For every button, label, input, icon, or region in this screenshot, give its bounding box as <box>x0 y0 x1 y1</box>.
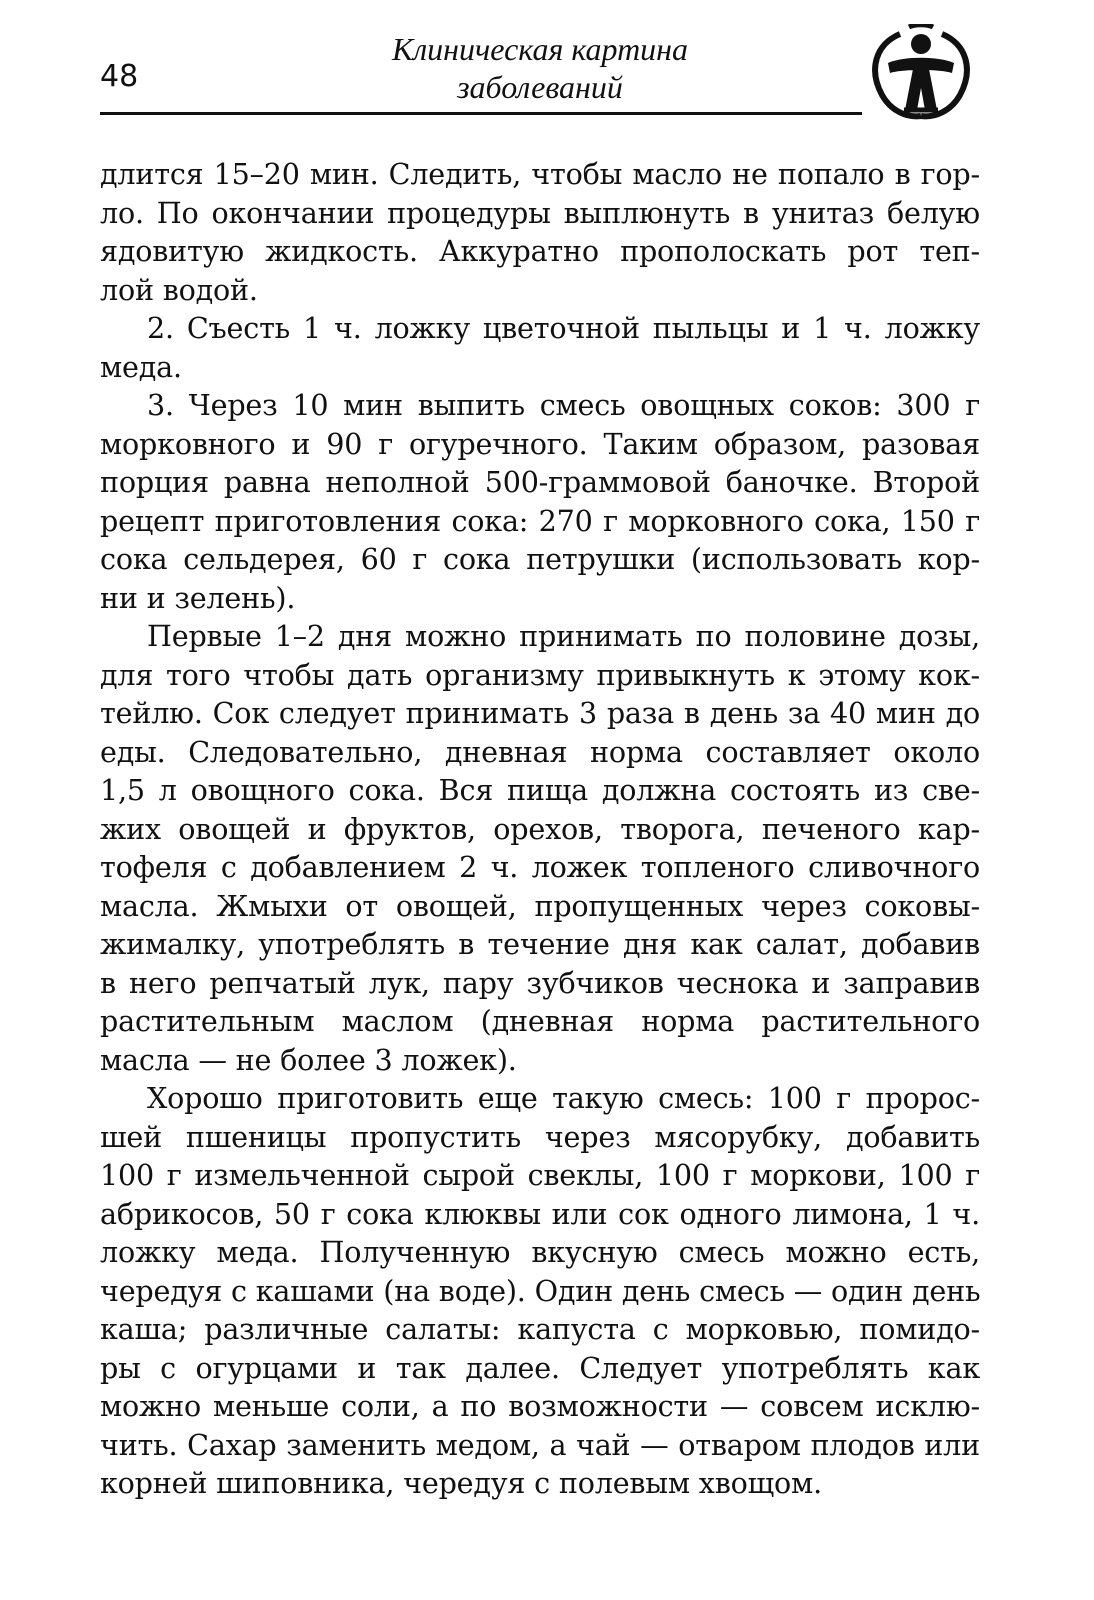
text-line: ры с огурцами и так далее. Следует употреблять как <box>100 1350 980 1385</box>
figure-emblem-icon <box>860 24 982 120</box>
text-line: ло. По окончании процедуры выплюнуть в унитаз белую <box>100 195 980 230</box>
text-line: морковного и 90 г огуречного. Таким образом, разовая <box>100 426 980 461</box>
text-line: абрикосов, 50 г сока клюквы или сок одного лимона, 1 ч. <box>100 1196 980 1231</box>
running-title-line-1: Клиническая картина <box>391 31 689 67</box>
text-line: 2. Съесть 1 ч. ложку цветочной пыльцы и 1 ч. ложку <box>147 311 980 345</box>
header-rule <box>100 112 862 115</box>
text-line: 3. Через 10 мин выпить смесь овощных соков: 300 г <box>147 388 980 422</box>
text-line: тейлю. Сок следует принимать 3 раза в день за 40 мин до <box>100 696 980 730</box>
text-line: корней шиповника, чередуя с полевым хвощом. <box>100 1466 822 1500</box>
paragraph <box>100 617 980 1079</box>
text-line: сока сельдерея, 60 г сока петрушки (использовать кор- <box>100 542 980 576</box>
text-line: лой водой. <box>100 272 258 307</box>
page-number: 48 <box>100 59 139 94</box>
text-line: Первые 1–2 дня можно принимать по половине дозы, <box>147 619 980 653</box>
text-line: 1,5 л овощного сока. Вся пища должна состоять из све- <box>100 773 980 807</box>
text-line: чить. Сахар заменить медом, а чай — отваром плодов или <box>100 1427 980 1462</box>
text-line: можно меньше соли, а по возможности — совсем исклю- <box>100 1389 980 1423</box>
text-line: шей пшеницы пропустить через мясорубку, добавить <box>100 1119 980 1154</box>
body-text <box>100 155 980 1503</box>
text-line: ядовитую жидкость. Аккуратно прополоскать рот теп- <box>100 234 980 268</box>
running-title <box>350 30 730 106</box>
text-line: масла. Жмыхи от овощей, пропущенных через соковы- <box>100 888 980 923</box>
text-line: длится 15–20 мин. Следить, чтобы масло не попало в гор- <box>100 157 980 191</box>
text-line: жималку, употреблять в течение дня как салат, добавив <box>100 927 980 961</box>
text-line: в него репчатый лук, пару зубчиков чеснока и заправив <box>100 965 980 1000</box>
paragraph <box>100 386 980 617</box>
page-header <box>100 24 990 124</box>
text-line: рецепт приготовления сока: 270 г морковного сока, 150 г <box>100 503 980 538</box>
running-title-line-2: заболеваний <box>457 69 623 105</box>
text-line: ни и зелень). <box>100 580 296 615</box>
text-line: порция равна неполной 500-граммовой баночке. Второй <box>100 465 980 499</box>
text-line: масла — не более 3 ложек). <box>100 1042 517 1077</box>
text-line: Хорошо приготовить еще такую смесь: 100 г пророс- <box>147 1081 980 1115</box>
text-line: растительным маслом (дневная норма растительного <box>100 1004 980 1038</box>
text-line: меда. <box>100 349 182 384</box>
text-line: тофеля с добавлением 2 ч. ложек топленого сливочного <box>100 850 980 884</box>
text-line: чередуя с кашами (на воде). Один день смесь — один день <box>100 1273 981 1308</box>
paragraph <box>100 1079 980 1503</box>
text-line: 100 г измельченной сырой свеклы, 100 г моркови, 100 г <box>100 1158 980 1192</box>
paragraph <box>100 309 980 386</box>
text-line: каша; различные салаты: капуста с морковью, помидо- <box>100 1312 980 1346</box>
text-line: для того чтобы дать организму привыкнуть к этому кок- <box>100 657 980 692</box>
text-line: ложку меда. Полученную вкусную смесь можно есть, <box>100 1235 980 1269</box>
text-line: еды. Следовательно, дневная норма составляет около <box>100 734 980 769</box>
text-line: жих овощей и фруктов, орехов, творога, печеного кар- <box>100 811 980 846</box>
paragraph <box>100 155 980 309</box>
